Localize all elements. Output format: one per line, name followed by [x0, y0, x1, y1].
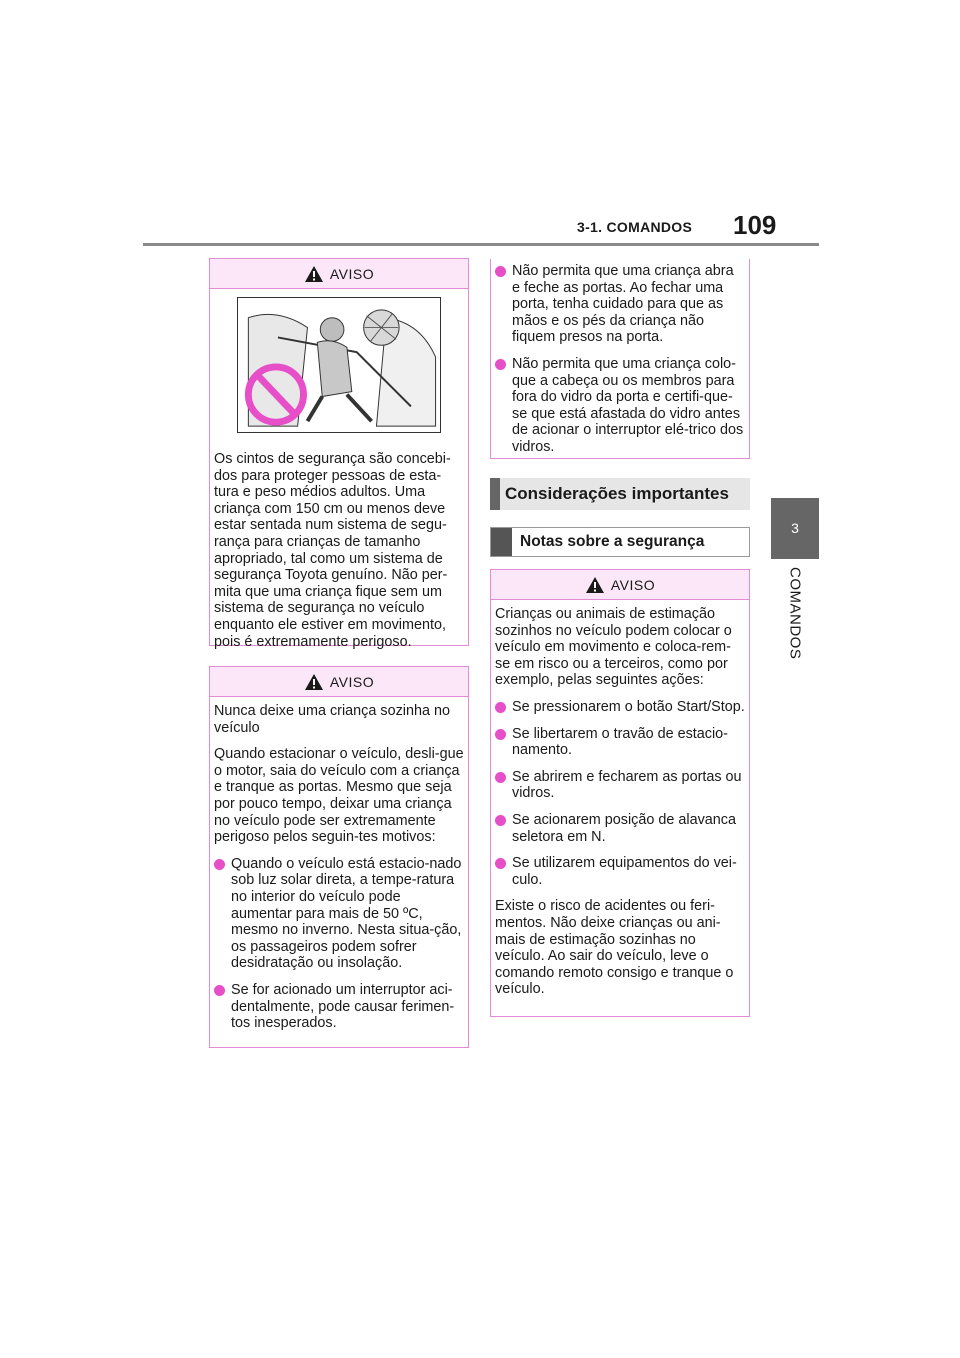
bullet-item: Se utilizarem equipamentos do vei-culo.	[495, 855, 745, 888]
heading-marker	[490, 478, 500, 510]
warning-box-safety-notes	[490, 569, 750, 1017]
section-heading-text: Considerações importantes	[505, 484, 729, 503]
heading-marker	[491, 528, 512, 556]
child-seatbelt-illustration	[237, 297, 441, 433]
bullet-item: Não permita que uma criança colo-que a cabeça ou os membros para fora do vidro da porta e certifi-que-se que está afastada do vidro antes de acionar o interruptor elé-trico dos vidros.	[495, 356, 745, 456]
warning-triangle-icon	[304, 265, 324, 283]
chapter-label-text: COMANDOS	[786, 567, 804, 660]
warning-triangle-icon	[304, 673, 324, 691]
warning-title: AVISO	[610, 576, 656, 593]
section-title: 3-1. COMANDOS	[577, 219, 693, 235]
bullet-item: Não permita que uma criança abra e feche as portas. Ao fechar uma porta, tenha cuidado para que as mãos e os pés da criança não fiquem presos na porta.	[495, 263, 745, 346]
bullet-item: Se for acionado um interruptor aci-dentalmente, pode causar ferimen-tos inesperados.	[214, 982, 464, 1032]
chapter-tab: 3	[771, 498, 819, 559]
bullet-item: Se libertarem o travão de estacio-namento.	[495, 726, 745, 759]
chapter-label	[773, 567, 817, 667]
warning-continuation	[490, 259, 750, 459]
bullet-item: Quando o veículo está estacio-nado sob luz solar direta, a tempe-ratura no interior do veículo pode aumentar para mais de 50 ºC, mesmo no inverno. Nesta situa-ção, os passageiros podem sofrer desidratação ou insolação.	[214, 856, 464, 972]
header-rule	[143, 243, 819, 246]
warning-text: Os cintos de segurança são concebi-dos para proteger pessoas de esta-tura e peso médios adultos. Uma criança com 150 cm ou menos deve estar sentada num sistema de segu-rança para crianças de tamanho apropriado, tal como um sistema de segurança Toyota genuíno. Não per-mita que uma criança fique sem um sistema de segurança no veículo enquanto ele estiver em movimento, pois é extremamente perigoso.	[214, 451, 451, 650]
warning-triangle-icon	[585, 576, 605, 594]
warning-paragraph: Nunca deixe uma criança sozinha no veículo	[214, 703, 450, 736]
bullet-item: Se acionarem posição de alavanca seletora em N.	[495, 812, 745, 845]
warning-header	[210, 259, 468, 289]
warning-paragraph: Crianças ou animais de estimação sozinhos no veículo podem colocar o veículo em movimento e coloca-rem-se em risco ou a terceiros, como por exemplo, pelas seguintes ações:	[495, 606, 732, 689]
page-number: 109	[733, 210, 777, 240]
warning-box-child-alone	[209, 666, 469, 1048]
subsection-heading	[490, 527, 750, 557]
warning-box-seatbelt	[209, 258, 469, 650]
bullet-item: Se abrirem e fecharem as portas ou vidros.	[495, 769, 745, 802]
warning-paragraph: Existe o risco de acidentes ou feri-mentos. Não deixe crianças ou ani-mais de estimação sozinhas no veículo. Ao sair do veículo, leve o comando remoto consigo e tranque o veículo.	[495, 898, 734, 998]
warning-header	[491, 570, 749, 600]
warning-title: AVISO	[329, 673, 375, 690]
subsection-heading-text: Notas sobre a segurança	[520, 533, 705, 550]
warning-title: AVISO	[329, 265, 375, 282]
bullet-item: Se pressionarem o botão Start/Stop.	[495, 699, 745, 716]
warning-header	[210, 667, 468, 697]
section-heading	[490, 478, 750, 510]
warning-paragraph: Quando estacionar o veículo, desli-gue o motor, saia do veículo com a criança e tranque as portas. Mesmo que seja por pouco tempo, deixar uma criança no veículo pode ser extremamente perigoso pelos seguin-tes motivos:	[214, 746, 464, 846]
